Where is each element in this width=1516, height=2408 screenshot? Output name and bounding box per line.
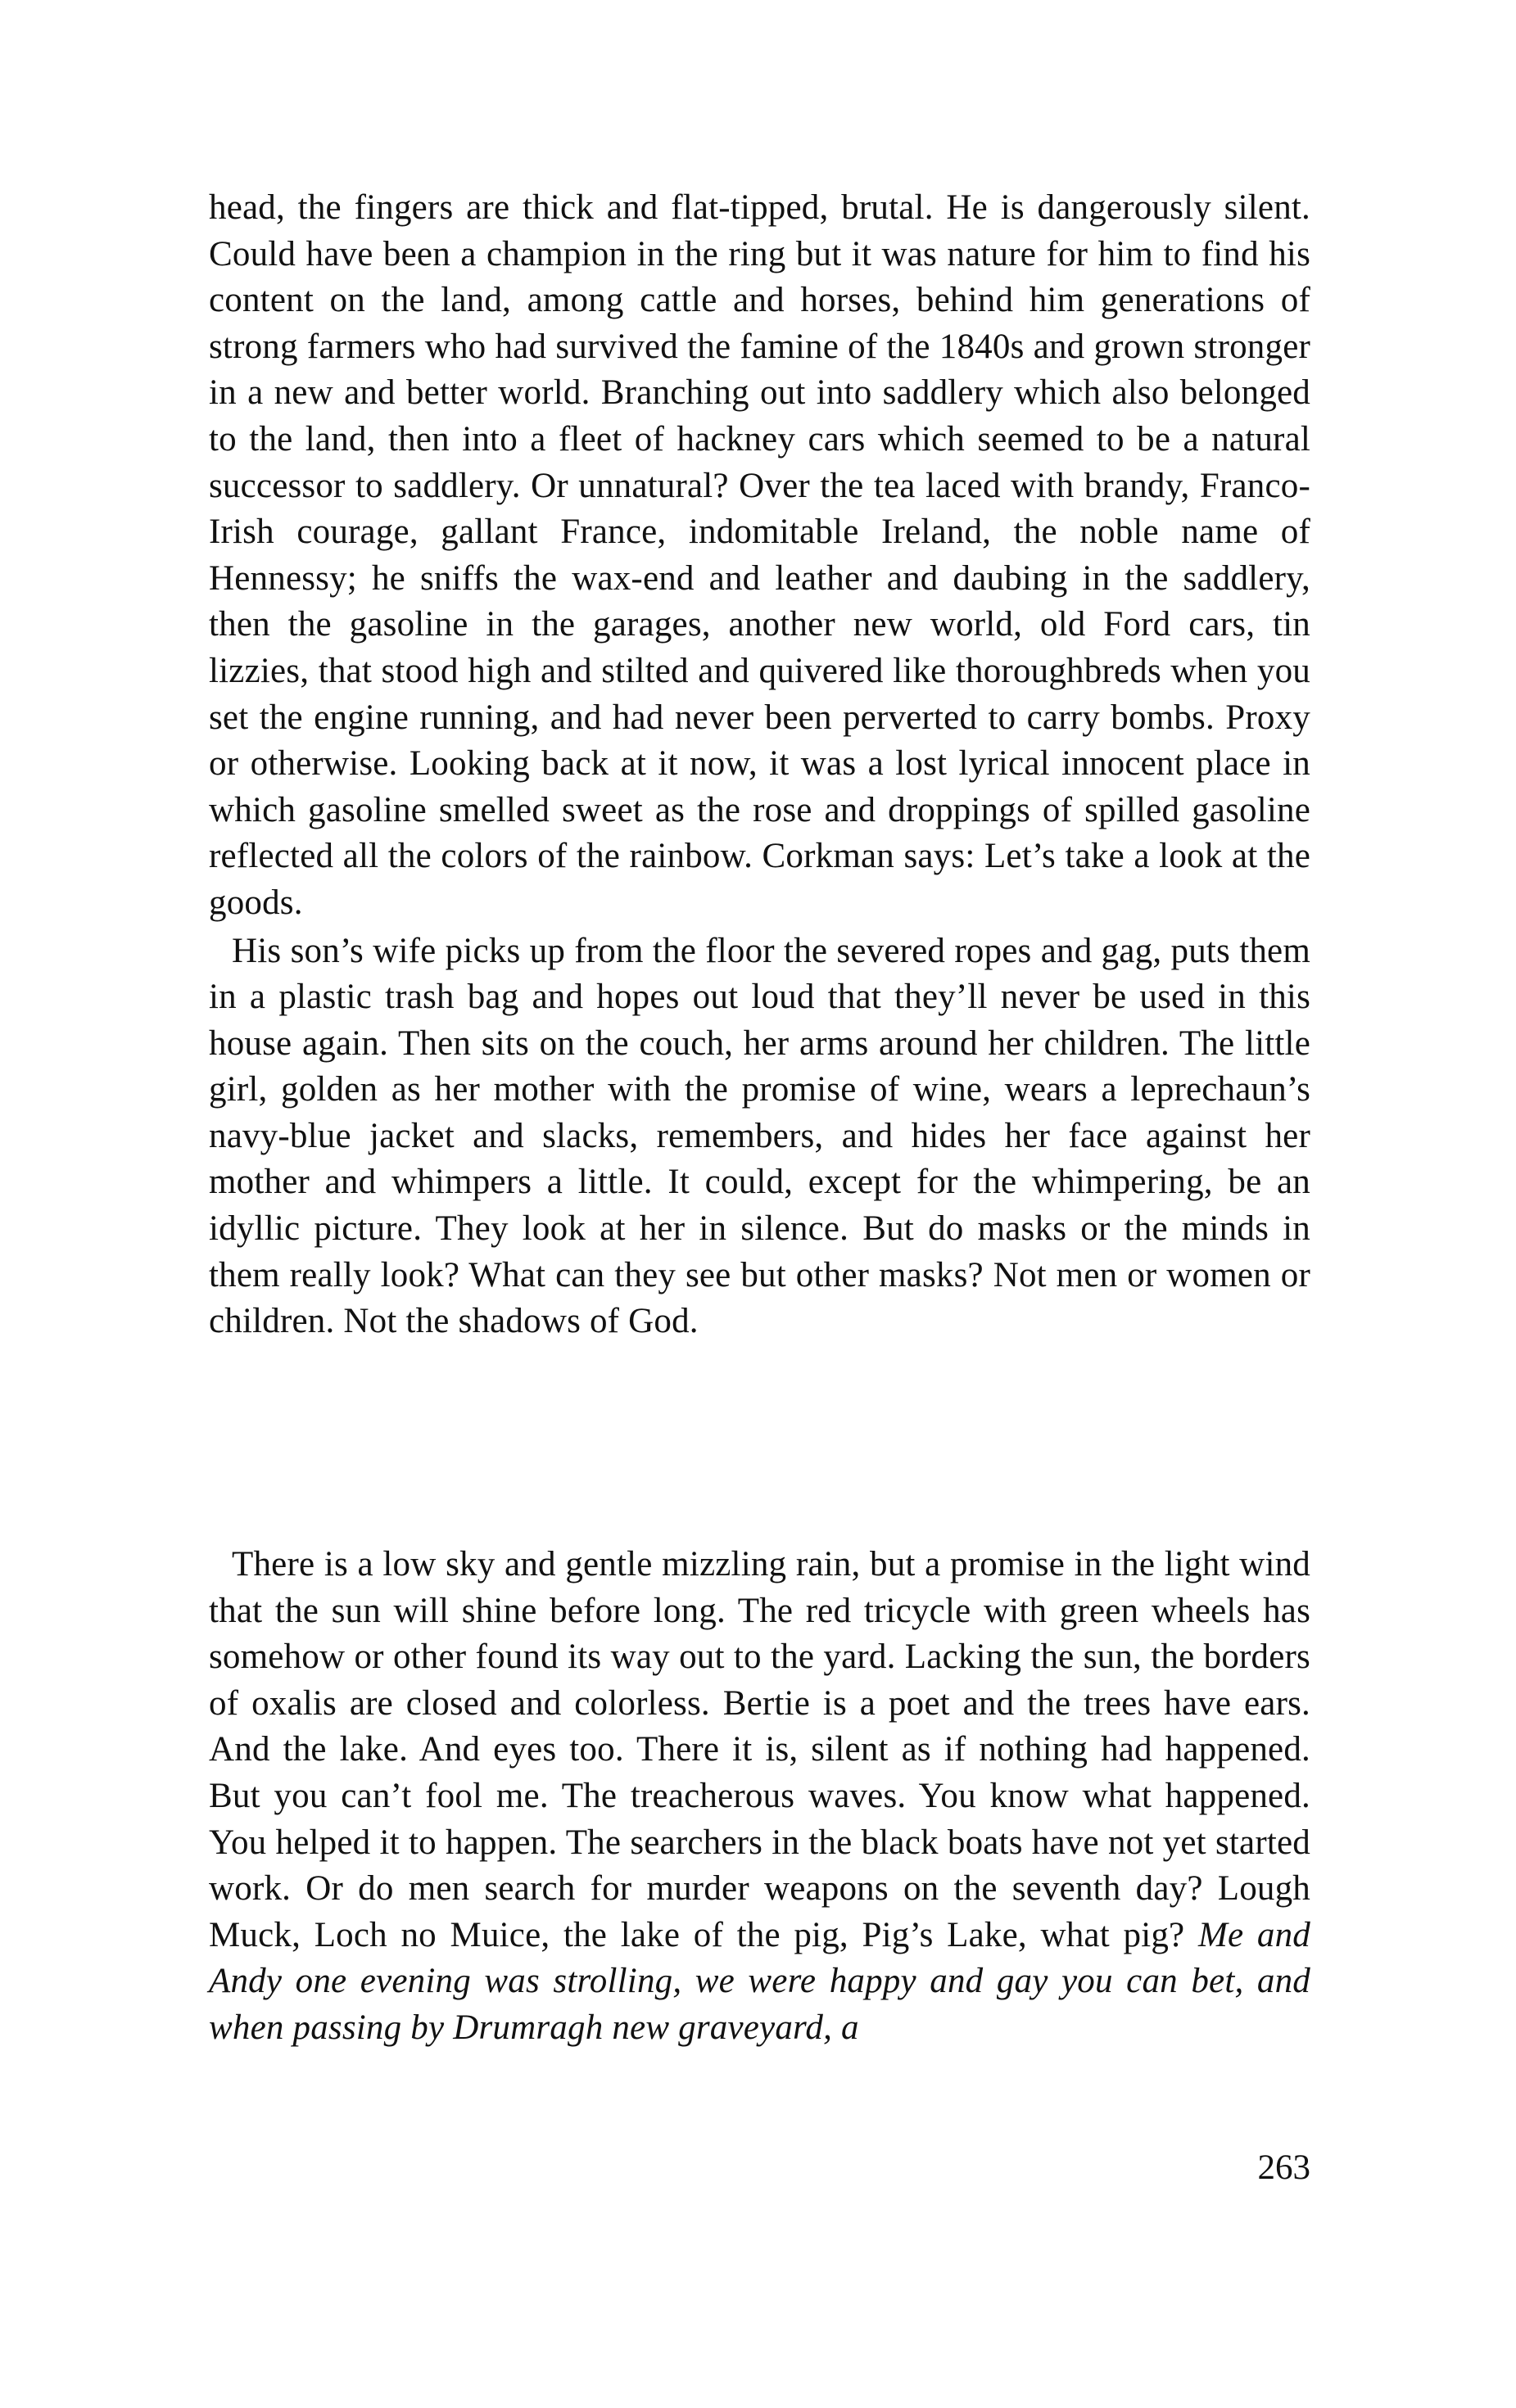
paragraph-3-italic-text: Me and Andy one evening was strolling, we were happy and gay you can bet, and when passing by Drumragh new graveyard, a bbox=[209, 1915, 1310, 2047]
paragraph-3 bbox=[209, 1542, 1310, 2052]
paragraph-3-text: There is a low sky and gentle mizzling rain, but a promise in the light wind that the sun will shine before long. The red tricycle with green wheels has somehow or other found its way out to the yard. Lacking the sun, the borders of oxalis are closed and colorless. Bertie is a poet and the trees have ears. And the lake. And eyes too. There it is, silent as if nothing had happened. But you can’t fool me. The treacherous waves. You know what happened. You helped it to happen. The searchers in the black boats have not yet started work. Or do men search for murder weapons on the seventh day? Lough Muck, Loch no Muice, the lake of the pig, Pig’s Lake, what pig? bbox=[209, 1545, 1310, 1954]
text-section-2 bbox=[209, 1542, 1310, 2052]
paragraph-2: His son’s wife picks up from the floor the severed ropes and gag, puts them in a plastic trash bag and hopes out loud that they’ll never be used in this house again. Then sits on the couch, her arms around her children. The little girl, golden as her mother with the promise of wine, wears a leprechaun’s navy-blue jacket and slacks, remembers, and hides her face against her mother and whimpers a little. It could, except for the whimpering, be an idyllic picture. They look at her in silence. But do masks or the minds in them really look? What can they see but other masks? Not men or women or children. Not the shadows of God. bbox=[209, 931, 1310, 1341]
text-section-1 bbox=[209, 185, 1310, 1345]
paragraph-1: head, the fingers are thick and flat-tipped, brutal. He is dangerously silent. Could have been a champion in the ring but it was nature for him to find his content on the land, among cattle and horses, behind him generations of strong farmers who had survived the famine of the 1840s and grown stronger in a new and better world. Branching out into saddlery which also belonged to the land, then into a fleet of hackney cars which seemed to be a natural successor to saddlery. Or unnatural? Over the tea laced with brandy, Franco-Irish courage, gallant France, indomitable Ireland, the noble name of Hennessy; he sniffs the wax-end and leather and daubing in the saddlery, then the gasoline in the garages, another new world, old Ford cars, tin lizzies, that stood high and stilted and quivered like thoroughbreds when you set the engine running, and had never been perverted to carry bombs. Proxy or otherwise. Looking back at it now, it was a lost lyrical innocent place in which gasoline smelled sweet as the rose and droppings of spilled gasoline reflected all the colors of the rainbow. Corkman says: Let’s take a look at the goods. bbox=[209, 188, 1310, 922]
page-number: 263 bbox=[1257, 2148, 1310, 2187]
